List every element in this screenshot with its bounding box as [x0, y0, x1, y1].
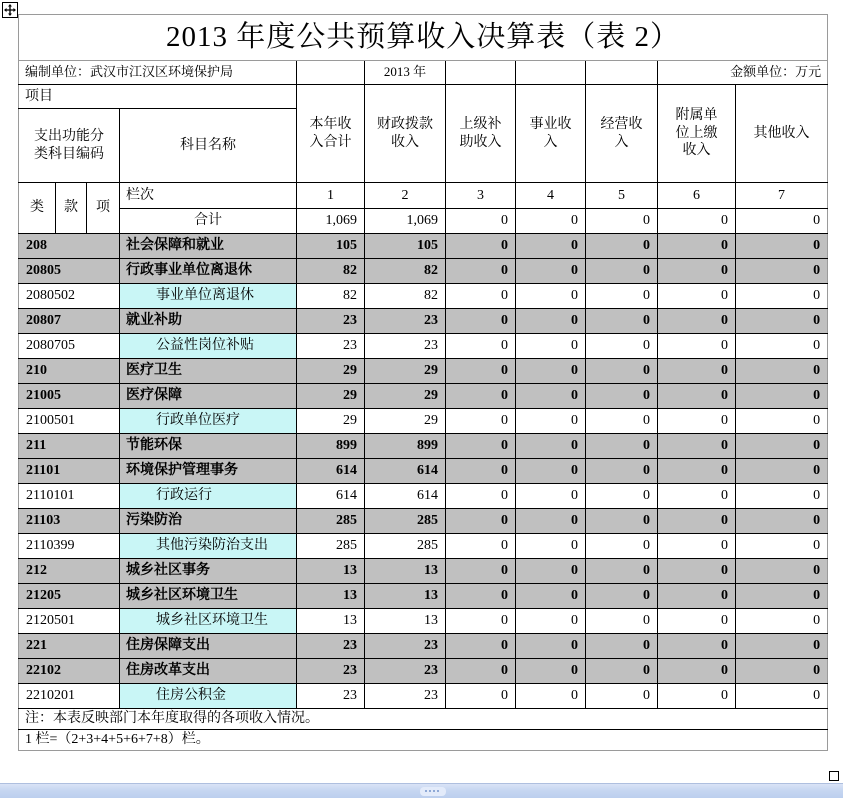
- header-item: 项: [87, 183, 120, 234]
- cell-value: 0: [446, 584, 516, 609]
- cell-value: 285: [297, 534, 365, 559]
- cell-code: 211: [19, 434, 120, 459]
- cell-value: 0: [516, 259, 586, 284]
- table-row: [19, 659, 828, 684]
- cell-value: 0: [658, 259, 736, 284]
- cell-code: 212: [19, 559, 120, 584]
- cell-value: 0: [736, 359, 828, 384]
- cell-value: 0: [516, 609, 586, 634]
- table-row: [19, 409, 828, 434]
- cell-value: 0: [736, 659, 828, 684]
- cell-code: 2110101: [19, 484, 120, 509]
- cell-value: 0: [736, 509, 828, 534]
- cell-value: 0: [516, 584, 586, 609]
- cell-value: 13: [365, 584, 446, 609]
- column-number: 6: [658, 183, 736, 209]
- cell-value: 0: [446, 509, 516, 534]
- column-number: 2: [365, 183, 446, 209]
- move-arrows-icon: [4, 4, 16, 16]
- cell-value: 0: [736, 684, 828, 709]
- cell-value: 614: [297, 459, 365, 484]
- total-value: 0: [446, 209, 516, 234]
- cell-value: 0: [446, 634, 516, 659]
- cell-code: 21101: [19, 459, 120, 484]
- table-row: [19, 384, 828, 409]
- column-header-fiscal-appropriation: 财政拨款 收入: [365, 85, 446, 183]
- cell-value: 0: [516, 559, 586, 584]
- cell-value: 29: [297, 359, 365, 384]
- cell-value: 0: [658, 434, 736, 459]
- cell-code: 21205: [19, 584, 120, 609]
- cell-value: 0: [658, 684, 736, 709]
- cell-value: 0: [446, 234, 516, 259]
- cell-value: 0: [446, 409, 516, 434]
- cell-value: 0: [446, 534, 516, 559]
- cell-value: 0: [658, 384, 736, 409]
- table-row: [19, 609, 828, 634]
- table-row: [19, 634, 828, 659]
- page-title: 2013 年度公共预算收入决算表（表 2）: [19, 15, 828, 61]
- cell-value: 13: [365, 559, 446, 584]
- header-class: 类: [19, 183, 56, 234]
- cell-value: 0: [736, 559, 828, 584]
- cell-value: 29: [365, 359, 446, 384]
- cell-code: 20805: [19, 259, 120, 284]
- cell-value: 0: [586, 434, 658, 459]
- cell-value: 0: [446, 484, 516, 509]
- cell-value: 82: [365, 259, 446, 284]
- cell-value: 614: [365, 459, 446, 484]
- cell-value: 285: [365, 509, 446, 534]
- cell-value: 0: [446, 309, 516, 334]
- cell-code: 2080502: [19, 284, 120, 309]
- cell-value: 0: [446, 334, 516, 359]
- amount-unit: 金额单位：万元: [658, 61, 828, 85]
- table-row: [19, 259, 828, 284]
- table-row: [19, 359, 828, 384]
- column-header-superior-subsidy: 上级补 助收入: [446, 85, 516, 183]
- table-row: [19, 284, 828, 309]
- cell-value: 0: [736, 634, 828, 659]
- fiscal-year: 2013 年: [365, 61, 446, 85]
- cell-value: 23: [365, 334, 446, 359]
- cell-value: 13: [297, 584, 365, 609]
- cell-value: 23: [365, 684, 446, 709]
- scrollbar-thumb[interactable]: [420, 787, 446, 796]
- cell-code: 2100501: [19, 409, 120, 434]
- info-empty-cell: [446, 61, 516, 85]
- cell-value: 0: [516, 684, 586, 709]
- cell-value: 105: [365, 234, 446, 259]
- cell-subject-name: 就业补助: [120, 309, 297, 334]
- cell-value: 0: [586, 509, 658, 534]
- table-row: [19, 509, 828, 534]
- column-number: 5: [586, 183, 658, 209]
- cell-value: 82: [297, 259, 365, 284]
- cell-value: 0: [586, 284, 658, 309]
- column-number: 1: [297, 183, 365, 209]
- table-move-handle[interactable]: [2, 2, 18, 18]
- cell-value: 0: [736, 234, 828, 259]
- cell-value: 0: [736, 259, 828, 284]
- cell-code: 221: [19, 634, 120, 659]
- column-number: 3: [446, 183, 516, 209]
- cell-subject-name: 行政事业单位离退休: [120, 259, 297, 284]
- cell-value: 0: [446, 609, 516, 634]
- cell-value: 0: [516, 534, 586, 559]
- cell-value: 0: [736, 334, 828, 359]
- column-number: 4: [516, 183, 586, 209]
- table-row: [19, 534, 828, 559]
- column-header-total-income: 本年收 入合计: [297, 85, 365, 183]
- cell-value: 0: [516, 459, 586, 484]
- cell-subject-name: 医疗卫生: [120, 359, 297, 384]
- cell-value: 0: [736, 534, 828, 559]
- cell-value: 0: [586, 659, 658, 684]
- cell-code: 20807: [19, 309, 120, 334]
- cell-value: 0: [516, 409, 586, 434]
- cell-value: 0: [516, 484, 586, 509]
- cell-value: 23: [297, 684, 365, 709]
- cell-subject-name: 医疗保障: [120, 384, 297, 409]
- cell-value: 23: [365, 634, 446, 659]
- cell-code: 2210201: [19, 684, 120, 709]
- cell-value: 0: [658, 234, 736, 259]
- cell-value: 13: [297, 559, 365, 584]
- cell-value: 0: [736, 384, 828, 409]
- cell-value: 0: [736, 584, 828, 609]
- cell-value: 0: [736, 459, 828, 484]
- cell-value: 0: [586, 584, 658, 609]
- cell-value: 0: [586, 609, 658, 634]
- cell-value: 0: [658, 659, 736, 684]
- cell-value: 0: [586, 409, 658, 434]
- cell-value: 82: [365, 284, 446, 309]
- total-value: 1,069: [297, 209, 365, 234]
- cell-subject-name: 社会保障和就业: [120, 234, 297, 259]
- total-value: 0: [658, 209, 736, 234]
- cell-subject-name: 行政单位医疗: [120, 409, 297, 434]
- header-section: 款: [56, 183, 87, 234]
- cell-subject-name: 住房公积金: [120, 684, 297, 709]
- cell-value: 29: [297, 409, 365, 434]
- cell-value: 0: [658, 309, 736, 334]
- cell-value: 0: [586, 384, 658, 409]
- cell-value: 105: [297, 234, 365, 259]
- cell-value: 0: [586, 684, 658, 709]
- cell-value: 13: [297, 609, 365, 634]
- cell-value: 285: [365, 534, 446, 559]
- cell-subject-name: 住房保障支出: [120, 634, 297, 659]
- header-project: 项目: [19, 85, 297, 109]
- cell-value: 0: [516, 384, 586, 409]
- note-line: 注：本表反映部门本年度取得的各项收入情况。: [19, 709, 828, 730]
- cell-value: 0: [586, 484, 658, 509]
- cell-subject-name: 城乡社区事务: [120, 559, 297, 584]
- cell-value: 0: [516, 509, 586, 534]
- cell-value: 899: [365, 434, 446, 459]
- cell-value: 0: [658, 634, 736, 659]
- cell-code: 2080705: [19, 334, 120, 359]
- table-resize-handle[interactable]: [829, 771, 839, 781]
- table-row: [19, 584, 828, 609]
- cell-value: 0: [586, 534, 658, 559]
- cell-value: 0: [516, 284, 586, 309]
- cell-value: 0: [586, 334, 658, 359]
- cell-value: 0: [516, 434, 586, 459]
- total-value: 0: [736, 209, 828, 234]
- cell-value: 0: [446, 659, 516, 684]
- cell-code: 210: [19, 359, 120, 384]
- table-row: [19, 309, 828, 334]
- cell-subject-name: 住房改革支出: [120, 659, 297, 684]
- table-row: [19, 559, 828, 584]
- cell-value: 0: [658, 559, 736, 584]
- cell-value: 0: [446, 284, 516, 309]
- header-subject-name: 科目名称: [120, 109, 297, 183]
- table-row: [19, 434, 828, 459]
- column-header-other-income: 其他收入: [736, 85, 828, 183]
- column-header-operating-income: 经营收 入: [586, 85, 658, 183]
- cell-value: 0: [446, 459, 516, 484]
- cell-value: 0: [736, 284, 828, 309]
- info-empty-cell: [586, 61, 658, 85]
- cell-code: 21103: [19, 509, 120, 534]
- column-number: 7: [736, 183, 828, 209]
- info-empty-cell: [297, 61, 365, 85]
- column-header-subordinate-remittance: 附属单 位上缴 收入: [658, 85, 736, 183]
- header-function-code: 支出功能分 类科目编码: [19, 109, 120, 183]
- cell-value: 0: [658, 284, 736, 309]
- cell-value: 0: [516, 634, 586, 659]
- cell-value: 0: [516, 359, 586, 384]
- table-row: [19, 234, 828, 259]
- cell-value: 82: [297, 284, 365, 309]
- cell-code: 208: [19, 234, 120, 259]
- cell-value: 0: [516, 309, 586, 334]
- cell-value: 0: [586, 359, 658, 384]
- cell-value: 0: [736, 434, 828, 459]
- cell-value: 0: [516, 234, 586, 259]
- scrollbar-grip-dots-icon: [425, 790, 427, 792]
- total-value: 0: [516, 209, 586, 234]
- cell-subject-name: 行政运行: [120, 484, 297, 509]
- cell-value: 0: [658, 359, 736, 384]
- table-row: [19, 684, 828, 709]
- cell-value: 0: [586, 559, 658, 584]
- total-row-label: 合计: [120, 209, 297, 234]
- cell-value: 23: [297, 634, 365, 659]
- total-value: 1,069: [365, 209, 446, 234]
- cell-value: 0: [446, 559, 516, 584]
- cell-value: 614: [297, 484, 365, 509]
- cell-value: 29: [297, 384, 365, 409]
- cell-value: 29: [365, 384, 446, 409]
- cell-code: 22102: [19, 659, 120, 684]
- cell-value: 23: [297, 659, 365, 684]
- cell-value: 0: [516, 659, 586, 684]
- cell-subject-name: 公益性岗位补贴: [120, 334, 297, 359]
- cell-value: 0: [516, 334, 586, 359]
- budget-table: [18, 14, 828, 751]
- cell-value: 0: [658, 584, 736, 609]
- cell-value: 0: [736, 309, 828, 334]
- cell-value: 23: [297, 334, 365, 359]
- cell-value: 0: [586, 309, 658, 334]
- table-row: [19, 484, 828, 509]
- cell-subject-name: 节能环保: [120, 434, 297, 459]
- cell-value: 0: [446, 684, 516, 709]
- cell-value: 0: [446, 434, 516, 459]
- table-row: [19, 334, 828, 359]
- cell-value: 23: [297, 309, 365, 334]
- cell-value: 0: [658, 609, 736, 634]
- cell-subject-name: 城乡社区环境卫生: [120, 584, 297, 609]
- cell-code: 2110399: [19, 534, 120, 559]
- cell-code: 2120501: [19, 609, 120, 634]
- cell-value: 0: [446, 384, 516, 409]
- cell-value: 0: [586, 459, 658, 484]
- cell-value: 0: [736, 484, 828, 509]
- info-empty-cell: [516, 61, 586, 85]
- cell-value: 0: [586, 234, 658, 259]
- cell-subject-name: 污染防治: [120, 509, 297, 534]
- cell-value: 0: [586, 634, 658, 659]
- cell-subject-name: 城乡社区环境卫生: [120, 609, 297, 634]
- cell-value: 899: [297, 434, 365, 459]
- cell-value: 0: [586, 259, 658, 284]
- cell-subject-name: 事业单位离退休: [120, 284, 297, 309]
- cell-value: 614: [365, 484, 446, 509]
- table-row: [19, 459, 828, 484]
- cell-value: 0: [736, 409, 828, 434]
- cell-value: 13: [365, 609, 446, 634]
- cell-value: 0: [658, 459, 736, 484]
- total-value: 0: [586, 209, 658, 234]
- column-header-institutional-income: 事业收 入: [516, 85, 586, 183]
- cell-value: 23: [365, 309, 446, 334]
- cell-value: 0: [658, 334, 736, 359]
- cell-subject-name: 环境保护管理事务: [120, 459, 297, 484]
- cell-value: 23: [365, 659, 446, 684]
- cell-value: 0: [658, 509, 736, 534]
- compiling-unit: 编制单位：武汉市江汉区环境保护局: [19, 61, 297, 85]
- cell-value: 0: [446, 259, 516, 284]
- cell-code: 21005: [19, 384, 120, 409]
- note-line: 1 栏=（2+3+4+5+6+7+8）栏。: [19, 730, 828, 751]
- cell-value: 0: [446, 359, 516, 384]
- cell-value: 0: [658, 484, 736, 509]
- cell-value: 0: [736, 609, 828, 634]
- header-lanci: 栏次: [120, 183, 297, 209]
- cell-subject-name: 其他污染防治支出: [120, 534, 297, 559]
- horizontal-scrollbar[interactable]: [0, 783, 843, 798]
- cell-value: 29: [365, 409, 446, 434]
- cell-value: 0: [658, 409, 736, 434]
- cell-value: 0: [658, 534, 736, 559]
- cell-value: 285: [297, 509, 365, 534]
